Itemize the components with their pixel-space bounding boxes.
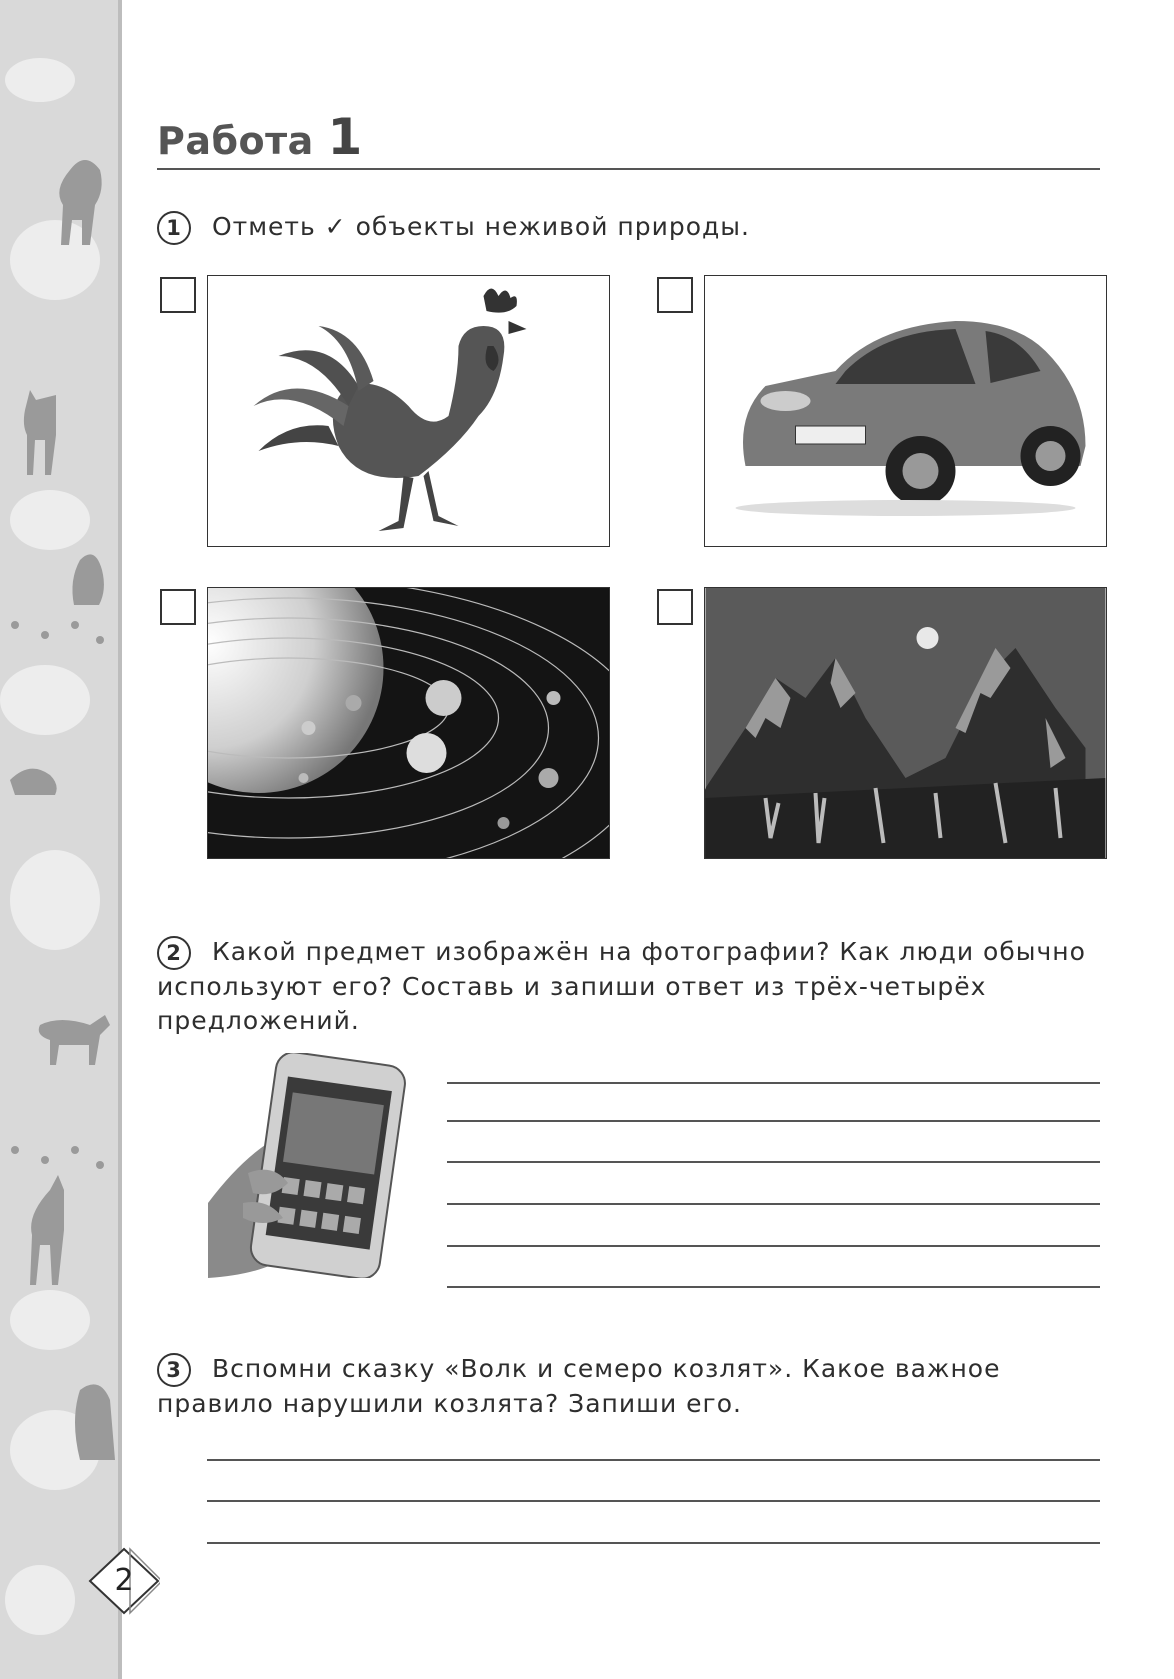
task-2 <box>157 935 1102 1038</box>
task-2-text: Какой предмет изображён на фотографии? Как люди обычно используют его? Составь и запиши ответ из трёх-четырёх предложений. <box>157 937 1086 1035</box>
page-number: 2 <box>114 1563 134 1598</box>
page-title <box>157 108 363 166</box>
answer-line-2-1[interactable] <box>447 1082 1100 1084</box>
task-3-number: 3 <box>157 1353 191 1387</box>
image-rooster <box>207 275 610 547</box>
answer-line-3-3[interactable] <box>207 1542 1100 1544</box>
answer-line-2-2[interactable] <box>447 1120 1100 1122</box>
task-3-text: Вспомни сказку «Волк и семеро козлят». Какое важное правило нарушили козлята? Запиши его. <box>157 1354 1001 1418</box>
page-number-badge <box>88 1545 160 1617</box>
task-3 <box>157 1352 1102 1421</box>
task-1-number: 1 <box>157 211 191 245</box>
task-1 <box>157 210 750 245</box>
answer-line-2-5[interactable] <box>447 1245 1100 1247</box>
image-smartphone-in-hand <box>208 1053 423 1278</box>
checkbox-mountains[interactable] <box>657 589 693 625</box>
answer-line-2-3[interactable] <box>447 1161 1100 1163</box>
answer-line-2-6[interactable] <box>447 1286 1100 1288</box>
image-solar-system <box>207 587 610 859</box>
task-2-number: 2 <box>157 936 191 970</box>
answer-line-3-1[interactable] <box>207 1459 1100 1461</box>
title-word: Работа <box>157 119 314 163</box>
checkbox-rooster[interactable] <box>160 277 196 313</box>
title-underline <box>157 168 1100 170</box>
task-1-text: Отметь ✓ объекты неживой природы. <box>211 212 750 241</box>
checkbox-car[interactable] <box>657 277 693 313</box>
answer-line-3-2[interactable] <box>207 1500 1100 1502</box>
image-mountains <box>704 587 1107 859</box>
image-car <box>704 275 1107 547</box>
checkbox-solar-system[interactable] <box>160 589 196 625</box>
answer-line-2-4[interactable] <box>447 1203 1100 1205</box>
title-number: 1 <box>327 108 363 166</box>
decorative-animal-strip <box>0 0 122 1679</box>
